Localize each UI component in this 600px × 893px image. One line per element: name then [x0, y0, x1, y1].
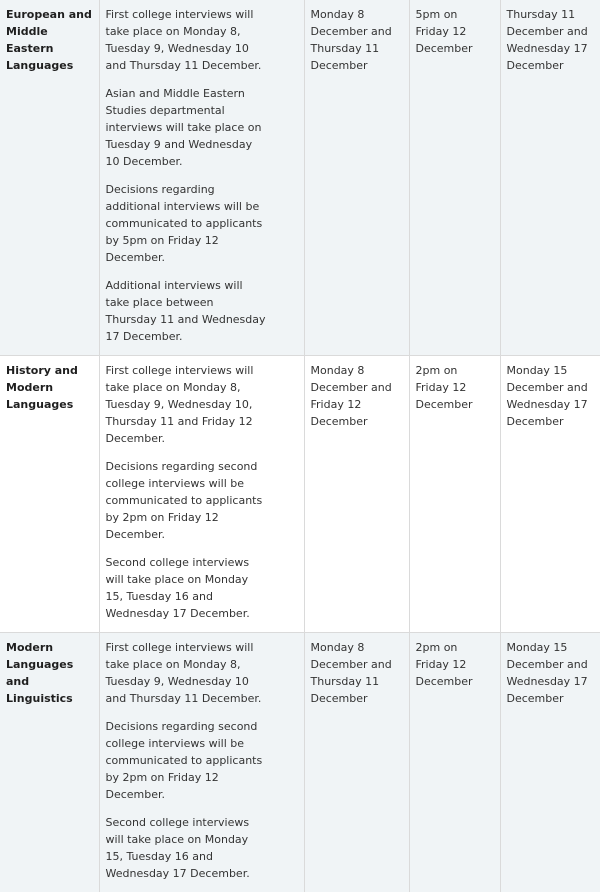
detail-paragraph: Decisions regarding second college interviews will be communicated to applicants by 2pm on Friday 12 December. — [105, 460, 263, 541]
decisions-cell: 2pm on Friday 12 December — [409, 633, 500, 893]
table-row — [0, 356, 600, 633]
second-interviews-cell: Monday 15 December and Wednesday 17 December — [500, 356, 600, 633]
table-row — [0, 0, 600, 356]
detail-paragraph: First college interviews will take place on Monday 8, Tuesday 9, Wednesday 10 and Thursday 11 December. — [105, 641, 262, 705]
interview-details-cell — [99, 356, 304, 633]
detail-paragraph: Decisions regarding additional interviews will be communicated to applicants by 5pm on Friday 12 December. — [105, 183, 263, 264]
detail-paragraph: Second college interviews will take place on Monday 15, Tuesday 16 and Wednesday 17 December. — [105, 816, 250, 880]
decisions-cell: 2pm on Friday 12 December — [409, 356, 500, 633]
detail-paragraph: First college interviews will take place on Monday 8, Tuesday 9, Wednesday 10, Thursday 11 and Friday 12 December. — [105, 364, 254, 445]
table-row — [0, 633, 600, 893]
detail-paragraph: Decisions regarding second college interviews will be communicated to applicants by 2pm on Friday 12 December. — [105, 720, 263, 801]
course-name-cell: Modern Languages and Linguistics — [0, 633, 99, 893]
decisions-cell: 5pm on Friday 12 December — [409, 0, 500, 356]
first-interviews-cell: Monday 8 December and Thursday 11 December — [304, 0, 409, 356]
course-name-cell: History and Modern Languages — [0, 356, 99, 633]
detail-paragraph: Second college interviews will take place on Monday 15, Tuesday 16 and Wednesday 17 December. — [105, 556, 250, 620]
detail-paragraph: First college interviews will take place on Monday 8, Tuesday 9, Wednesday 10 and Thursday 11 December. — [105, 8, 262, 72]
interview-details-cell — [99, 633, 304, 893]
detail-paragraph: Additional interviews will take place between Thursday 11 and Wednesday 17 December. — [105, 279, 266, 343]
interview-details-cell — [99, 0, 304, 356]
first-interviews-cell: Monday 8 December and Friday 12 December — [304, 356, 409, 633]
course-name-cell: European and Middle Eastern Languages — [0, 0, 99, 356]
second-interviews-cell: Monday 15 December and Wednesday 17 December — [500, 633, 600, 893]
detail-paragraph: Asian and Middle Eastern Studies departmental interviews will take place on Tuesday 9 and Wednesday 10 December. — [105, 87, 262, 168]
second-interviews-cell: Thursday 11 December and Wednesday 17 December — [500, 0, 600, 356]
first-interviews-cell: Monday 8 December and Thursday 11 December — [304, 633, 409, 893]
